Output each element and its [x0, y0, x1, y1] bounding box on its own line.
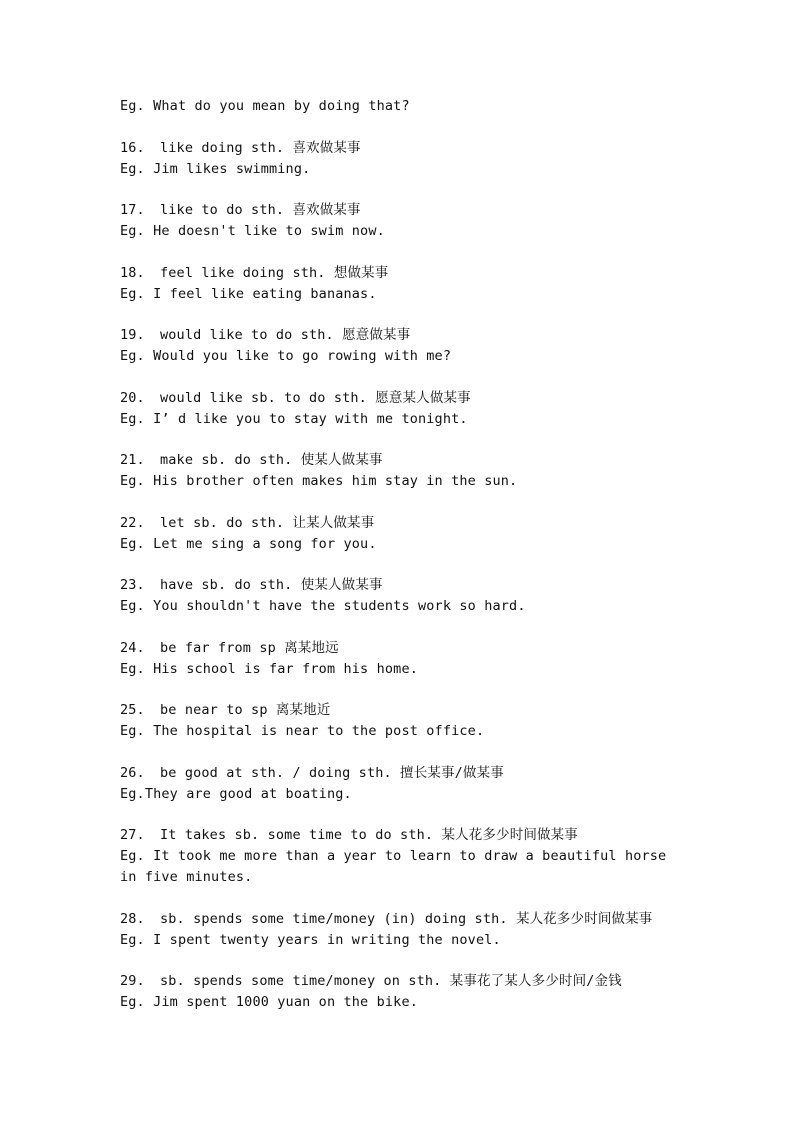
entry-number: 27.	[120, 827, 145, 843]
entry-phrase: be good at sth. / doing sth. 擅长某事/做某事	[160, 764, 504, 781]
entry-example: Eg. Would you like to go rowing with me?	[120, 348, 452, 364]
spacer	[120, 805, 680, 826]
spacer	[120, 555, 680, 576]
spacer	[120, 888, 680, 909]
entry-example: Eg.They are good at boating.	[120, 785, 352, 802]
entry-26	[120, 763, 680, 805]
spacer	[120, 242, 680, 263]
entry-number: 17.	[120, 202, 145, 218]
entry-example: Eg. You shouldn't have the students work so hard.	[120, 598, 526, 614]
entry-example: Eg. His school is far from his home.	[120, 660, 418, 677]
entry-27	[120, 825, 680, 888]
entry-example: Eg. I’ d like you to stay with me tonight.	[120, 410, 468, 427]
entry-number: 20.	[120, 389, 145, 406]
entry-number: 18.	[120, 264, 145, 281]
spacer	[120, 617, 680, 638]
entry-example: Eg. The hospital is near to the post office.	[120, 723, 485, 739]
spacer	[120, 680, 680, 701]
spacer	[120, 180, 680, 201]
entry-number: 19.	[120, 327, 145, 343]
spacer	[120, 430, 680, 451]
entry-example: Eg. I spent twenty years in writing the novel.	[120, 931, 501, 948]
entry-phrase: would like sb. to do sth. 愿意某人做某事	[160, 389, 471, 406]
spacer	[120, 742, 680, 763]
entry-example: Eg. He doesn't like to swim now.	[120, 223, 385, 239]
entry-phrase: make sb. do sth. 使某人做某事	[160, 452, 383, 468]
entry-example: Eg. It took me more than a year to learn to draw a beautiful horse in five minutes.	[120, 848, 667, 885]
entry-example: Eg. I feel like eating bananas.	[120, 285, 377, 302]
entry-phrase: sb. spends some time/money on sth. 某事花了某人多少时间/金钱	[160, 973, 622, 989]
entry-number: 22.	[120, 514, 145, 531]
entry-18	[120, 263, 680, 305]
entry-example: Eg. His brother often makes him stay in the sun.	[120, 473, 518, 489]
entry-number: 21.	[120, 452, 145, 468]
spacer	[120, 951, 680, 972]
entry-24	[120, 638, 680, 680]
entry-number: 29.	[120, 973, 145, 989]
entry-phrase: would like to do sth. 愿意做某事	[160, 327, 411, 343]
entry-phrase: It takes sb. some time to do sth. 某人花多少时间做某事	[160, 827, 578, 843]
spacer	[120, 492, 680, 513]
entry-phrase: have sb. do sth. 使某人做某事	[160, 577, 383, 593]
entry-phrase: sb. spends some time/money (in) doing sth. 某人花多少时间做某事	[160, 910, 653, 927]
entry-phrase: be far from sp 离某地远	[160, 639, 339, 656]
entry-number: 25.	[120, 702, 145, 718]
entry-number: 24.	[120, 639, 145, 656]
entry-20	[120, 388, 680, 430]
entry-number: 23.	[120, 577, 145, 593]
document-content	[120, 96, 680, 1013]
spacer	[120, 367, 680, 388]
entry-phrase: let sb. do sth. 让某人做某事	[160, 514, 375, 531]
entry-example: Eg. Jim spent 1000 yuan on the bike.	[120, 994, 418, 1010]
entry-phrase: like doing sth. 喜欢做某事	[160, 139, 361, 156]
entry-number: 26.	[120, 764, 145, 781]
entry-21	[120, 450, 680, 492]
entry-23	[120, 575, 680, 617]
entry-number: 16.	[120, 139, 145, 156]
entry-16	[120, 138, 680, 180]
entry-phrase: be near to sp 离某地近	[160, 702, 331, 718]
entry-29	[120, 971, 680, 1013]
entry-17	[120, 200, 680, 242]
intro-example: Eg. What do you mean by doing that?	[120, 98, 410, 114]
spacer	[120, 117, 680, 138]
entry-example: Eg. Jim likes swimming.	[120, 160, 311, 177]
entry-example: Eg. Let me sing a song for you.	[120, 535, 377, 552]
entry-25	[120, 700, 680, 742]
entry-28	[120, 909, 680, 951]
spacer	[120, 305, 680, 326]
entry-phrase: like to do sth. 喜欢做某事	[160, 202, 361, 218]
entry-22	[120, 513, 680, 555]
entry-19	[120, 325, 680, 367]
entry-phrase: feel like doing sth. 想做某事	[160, 264, 389, 281]
entry-number: 28.	[120, 910, 145, 927]
